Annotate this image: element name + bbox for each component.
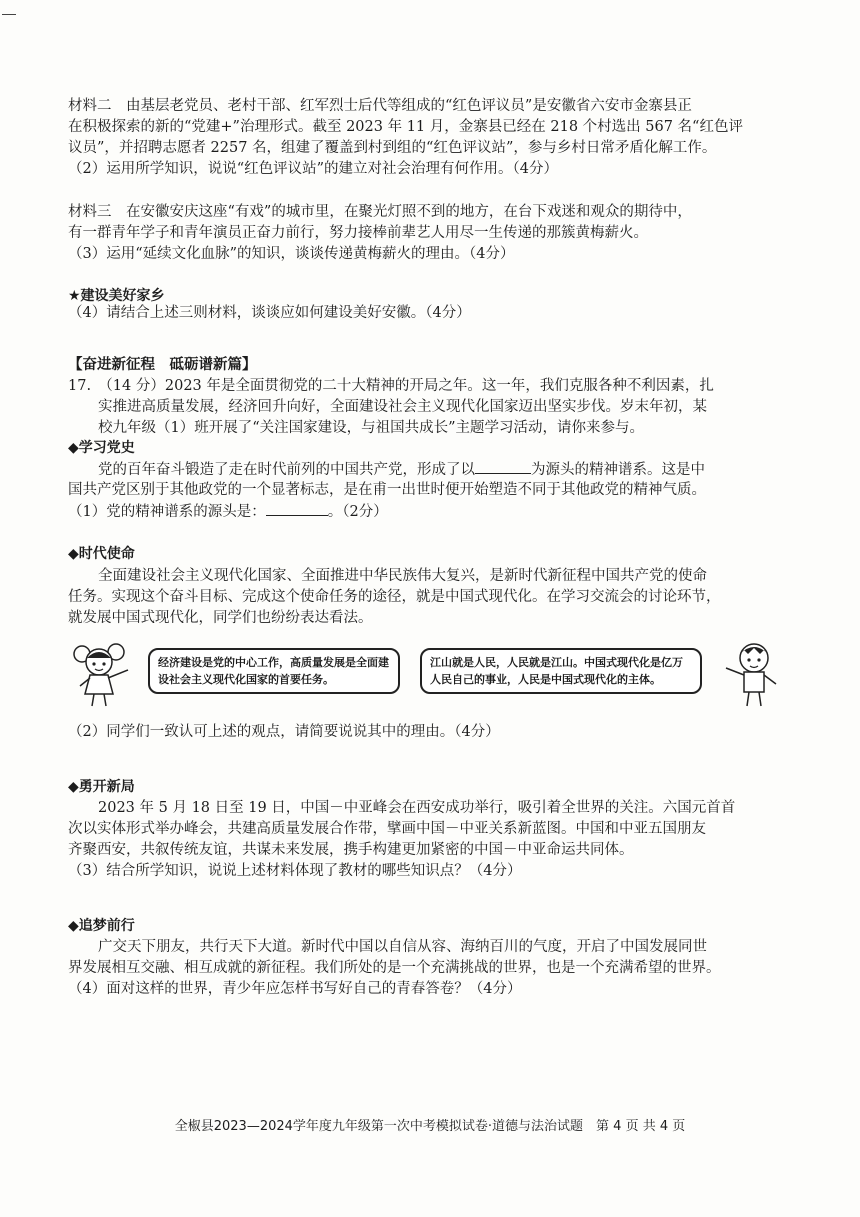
q17-line3: 校九年级（1）班开展了“关注国家建设，与祖国共成长”主题学习活动，请你来参与。	[98, 420, 645, 436]
girl-cartoon-icon	[68, 640, 148, 710]
history-heading: ◆学习党史	[68, 440, 135, 456]
mission-question: （2）同学们一致认可上述的观点，请简要说说其中的理由。（4分）	[68, 724, 500, 740]
dream-line1-text: 广交天下朋友，共行天下大道。新时代中国以自信从容、海纳百川的气度，开启了中国发展同世	[98, 939, 707, 955]
new-situation-heading: ◆勇开新局	[68, 779, 135, 795]
page-footer: 全椒县2023—2024学年度九年级第一次中考模拟试卷·道德与法治试题 第 4 页 共 4 页	[174, 1119, 686, 1134]
answer-blank[interactable]	[475, 459, 531, 474]
history-line2: 国共产党区别于其他政党的一个显著标志，是在甫一出世时便开始塑造不同于其他政党的精神气质。	[68, 482, 706, 498]
boy-cartoon-icon	[714, 640, 794, 710]
section-title: 【奋进新征程 砥砺谱新篇】	[68, 357, 257, 373]
history-line1-a: 党的百年奋斗锻造了走在时代前列的中国共产党，形成了以	[98, 462, 475, 478]
new-situation-line2: 次以实体形式举办峰会，共建高质量发展合作带，擘画中国－中亚关系新蓝图。中国和中亚五国朋友	[68, 821, 706, 837]
new-situation-question: （3）结合所学知识，说说上述材料体现了教材的哪些知识点？（4分）	[68, 863, 522, 879]
dream-heading: ◆追梦前行	[68, 918, 135, 934]
mission-line2: 任务。实现这个奋斗目标、完成这个使命任务的途径，就是中国式现代化。在学习交流会的讨论环节，	[68, 589, 721, 605]
new-situation-line3: 齐聚西安，共叙传统友谊，共谋未来发展，携手构建更加紧密的中国－中亚命运共同体。	[68, 842, 634, 858]
material3-question: （3）运用“延续文化血脉”的知识，谈谈传递黄梅薪火的理由。（4分）	[68, 246, 515, 262]
history-line1	[68, 459, 808, 481]
history-question	[68, 501, 808, 523]
history-line1-b: 为源头的精神谱系。这是中	[531, 462, 705, 478]
mission-heading: ◆时代使命	[68, 546, 135, 562]
history-question-a: （1）党的精神谱系的源头是：	[68, 504, 266, 520]
mission-line3: 就发展中国式现代化，同学们也纷纷表达看法。	[68, 610, 373, 626]
material2-line2: 在积极探索的新的“党建+”治理形式。截至 2023 年 11 月，金寨县已经在 218 个村选出 567 名“红色评	[68, 119, 743, 135]
answer-blank[interactable]	[266, 501, 328, 516]
mission-line1	[68, 566, 808, 587]
dream-line2: 界发展相互交融、相互成就的新征程。我们所处的是一个充满挑战的世界，也是一个充满希望的世界。	[68, 960, 721, 976]
material2-line1: 材料二 由基层老党员、老村干部、红军烈士后代等组成的“红色评议员”是安徽省六安市金寨县正	[68, 98, 692, 114]
dream-line1	[68, 937, 808, 958]
new-situation-line1-text: 2023 年 5 月 18 日至 19 日，中国－中亚峰会在西安成功举行，吸引着全世界的关注。六国元首首	[98, 800, 736, 816]
speech-bubble-left: 经济建设是党的中心工作，高质量发展是全面建设社会主义现代化国家的首要任务。	[148, 648, 400, 694]
material3-line1: 材料三 在安徽安庆这座“有戏”的城市里，在聚光灯照不到的地方，在台下戏迷和观众的期待中，	[68, 204, 692, 220]
material2-line3: 议员”，并招聘志愿者 2257 名，组建了覆盖到村到组的“红色评议站”，参与乡村日常矛盾化解工作。	[68, 140, 717, 156]
mission-line1-text: 全面建设社会主义现代化国家、全面推进中华民族伟大复兴，是新时代新征程中国共产党的使命	[98, 568, 707, 584]
new-situation-line1	[68, 798, 808, 819]
q17-line2: 实推进高质量发展，经济回升向好，全面建设社会主义现代化国家迈出坚实步伐。岁末年初，某	[98, 399, 707, 415]
material2-question: （2）运用所学知识，说说“红色评议站”的建立对社会治理有何作用。（4分）	[68, 161, 559, 177]
q17-line1: 17. （14 分）2023 年是全面贯彻党的二十大精神的开局之年。这一年，我们克服各种不利因素，扎	[68, 378, 714, 394]
build-question: （4）请结合上述三则材料，谈谈应如何建设美好安徽。（4分）	[68, 305, 471, 321]
corner-mark	[2, 14, 16, 15]
dream-question: （4）面对这样的世界，青少年应怎样书写好自己的青春答卷？（4分）	[68, 981, 522, 997]
build-heading: ★建设美好家乡	[68, 288, 165, 304]
material3-line2: 有一群青年学子和青年演员正奋力前行，努力接棒前辈艺人用尽一生传递的那簇黄梅薪火。	[68, 225, 648, 241]
speech-bubble-right: 江山就是人民，人民就是江山。中国式现代化是亿万人民自己的事业，人民是中国式现代化的主体。	[420, 648, 702, 694]
history-question-b: 。（2分）	[327, 504, 388, 520]
